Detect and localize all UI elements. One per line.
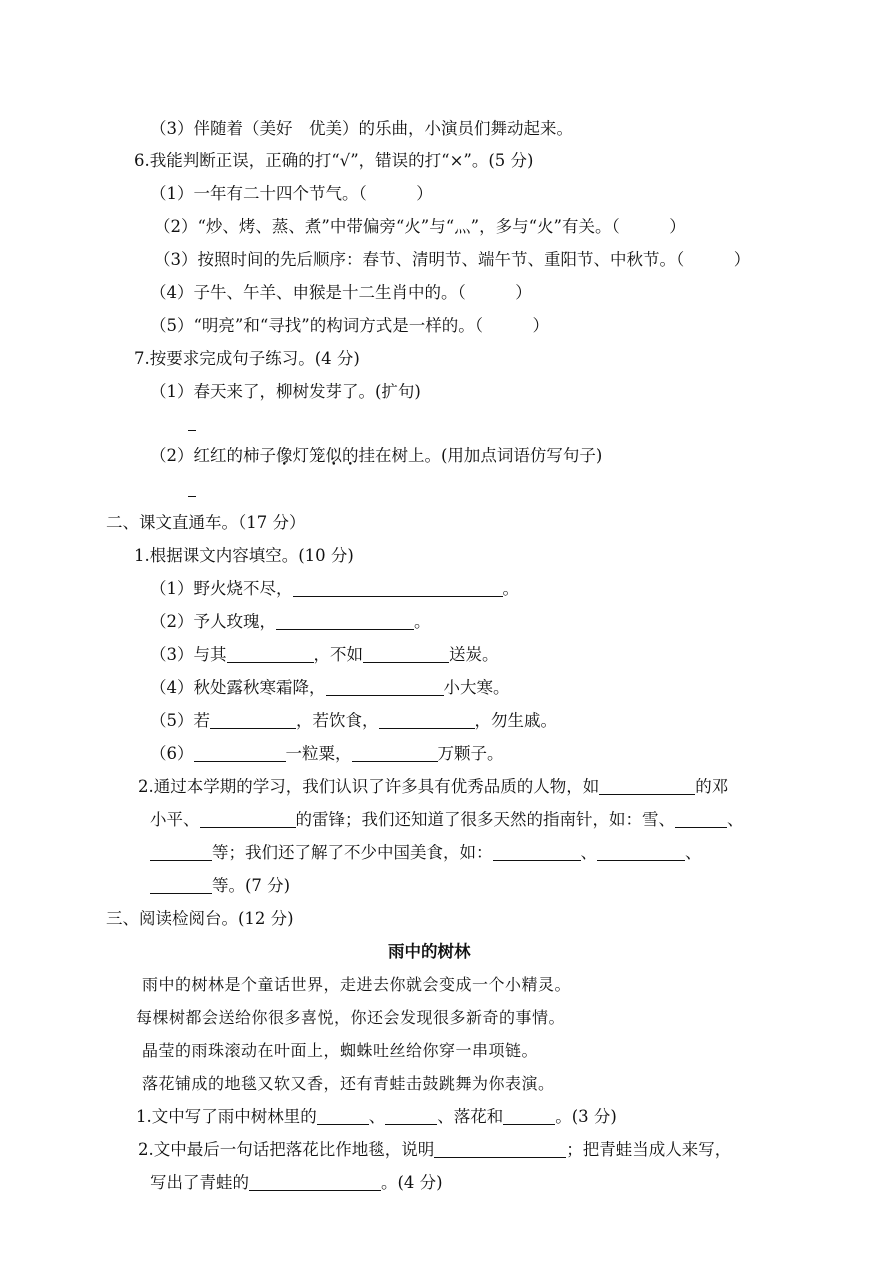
answer-blank[interactable] xyxy=(326,679,444,696)
poem-line-3: 晶莹的雨珠滚动在叶面上，蜘蛛吐丝给你穿一串项链。 xyxy=(142,1041,539,1060)
q-text: ；把青蛙当成人来写， xyxy=(566,1140,732,1159)
fill-item-text: （6） xyxy=(150,744,194,763)
answer-blank[interactable] xyxy=(293,580,503,597)
q2-text: 的雷锋；我们还知道了很多天然的指南针，如：雪、 xyxy=(295,810,675,829)
answer-blank[interactable] xyxy=(675,811,727,828)
q7-item-2-text-a: （2）红红的柿子 xyxy=(150,446,276,465)
answer-blank[interactable] xyxy=(276,613,414,630)
q-text: 、落花和 xyxy=(437,1107,504,1126)
answer-blank[interactable] xyxy=(150,877,212,894)
fill-item-3 xyxy=(150,644,499,666)
answer-blank[interactable] xyxy=(194,745,286,762)
answer-mark xyxy=(188,496,196,497)
s2-q2-line-1 xyxy=(138,776,728,798)
fill-item-text: ，若饮食， xyxy=(296,711,379,730)
fill-item-text: 万颗子。 xyxy=(437,744,504,763)
q2-text: 、 xyxy=(580,843,597,862)
fill-item-text: （5）若 xyxy=(150,711,210,730)
answer-blank[interactable] xyxy=(503,1108,555,1125)
q5-item-3: （3）伴随着（美好 优美）的乐曲，小演员们舞动起来。 xyxy=(150,119,573,138)
poem-line-1: 雨中的树林是个童话世界，走进去你就会变成一个小精灵。 xyxy=(142,975,572,994)
s2-q2-line-3 xyxy=(150,842,702,864)
fill-item-6 xyxy=(150,743,504,765)
fill-item-2 xyxy=(150,611,431,633)
q-text: 。(4 分) xyxy=(381,1173,443,1192)
s2-q1-heading: 1.根据课文内容填空。(10 分) xyxy=(134,546,354,565)
answer-blank[interactable] xyxy=(385,1108,437,1125)
emphasis-char: 的 xyxy=(342,446,359,465)
section-2-heading: 二、课文直通车。（17 分） xyxy=(106,513,306,532)
s3-q1 xyxy=(136,1106,617,1128)
q2-text: 、 xyxy=(685,843,702,862)
q6-item-1: （1）一年有二十四个节气。（ ） xyxy=(150,184,433,203)
fill-item-text: （4）秋处露秋寒霜降， xyxy=(150,678,326,697)
emphasis-char: 似 xyxy=(325,446,342,465)
poem-title: 雨中的树林 xyxy=(388,942,471,961)
q-text: 1.文中写了雨中树林里的 xyxy=(136,1107,317,1126)
section-3-heading: 三、阅读检阅台。(12 分) xyxy=(106,909,294,928)
answer-blank[interactable] xyxy=(317,1108,369,1125)
q2-text: 等。(7 分) xyxy=(212,876,291,895)
answer-blank[interactable] xyxy=(599,778,695,795)
answer-blank[interactable] xyxy=(249,1174,381,1191)
q6-item-2: （2）“炒、烤、蒸、煮”中带偏旁“火”与“灬”，多与“火”有关。（ ） xyxy=(154,217,686,236)
q-text: 、 xyxy=(368,1107,386,1126)
fill-item-text: 一粒粟， xyxy=(285,744,352,763)
answer-blank[interactable] xyxy=(379,712,475,729)
fill-item-text: 小大寒。 xyxy=(443,678,510,697)
answer-blank[interactable] xyxy=(150,844,212,861)
q2-text: 小平、 xyxy=(150,810,200,829)
q7-item-2-text-b: 灯笼 xyxy=(292,446,326,465)
q7-item-2 xyxy=(150,445,602,467)
fill-item-text: 。 xyxy=(502,579,519,598)
q6-item-4: （4）子牛、午羊、申猴是十二生肖中的。（ ） xyxy=(150,283,532,302)
fill-item-text: 。 xyxy=(414,612,431,631)
fill-item-text: ，不如 xyxy=(313,645,363,664)
q-text: 2.文中最后一句话把落花比作地毯，说明 xyxy=(138,1140,435,1159)
q7-item-2-text-c: 挂在树上。(用加点词语仿写句子) xyxy=(358,446,603,465)
answer-mark xyxy=(188,430,196,431)
q7-item-1: （1）春天来了，柳树发芽了。(扩句) xyxy=(150,382,421,401)
s2-q2-line-2 xyxy=(150,809,744,831)
poem-line-2: 每棵树都会送给你很多喜悦，你还会发现很多新奇的事情。 xyxy=(136,1008,566,1027)
q-text: 。(3 分) xyxy=(555,1107,617,1126)
q-text: 写出了青蛙的 xyxy=(150,1173,249,1192)
s3-q2-line-2 xyxy=(150,1172,443,1194)
q6-item-5: （5）“明亮”和“寻找”的构词方式是一样的。（ ） xyxy=(150,316,549,335)
fill-item-1 xyxy=(150,578,519,600)
answer-blank[interactable] xyxy=(434,1141,566,1158)
q2-text: 、 xyxy=(727,810,744,829)
q6-item-3: （3）按照时间的先后顺序：春节、清明节、端午节、重阳节、中秋节。（ ） xyxy=(154,250,751,269)
s3-q2-line-1 xyxy=(138,1139,731,1161)
fill-item-text: （2）予人玫瑰， xyxy=(150,612,276,631)
emphasis-char: 像 xyxy=(276,446,293,465)
answer-blank[interactable] xyxy=(363,646,449,663)
q2-text: 的邓 xyxy=(695,777,729,796)
q2-text: 2.通过本学期的学习，我们认识了许多具有优秀品质的人物，如 xyxy=(138,777,600,796)
poem-line-4: 落花铺成的地毯又软又香，还有青蛙击鼓跳舞为你表演。 xyxy=(142,1074,555,1093)
fill-item-text: 送炭。 xyxy=(449,645,499,664)
fill-item-text: （1）野火烧不尽， xyxy=(150,579,293,598)
q2-text: 等；我们还了解了不少中国美食，如： xyxy=(212,843,493,862)
fill-item-5 xyxy=(150,710,557,732)
answer-blank[interactable] xyxy=(227,646,314,663)
answer-blank[interactable] xyxy=(210,712,296,729)
answer-blank[interactable] xyxy=(493,844,581,861)
answer-blank[interactable] xyxy=(200,811,296,828)
answer-blank[interactable] xyxy=(352,745,438,762)
q6-heading: 6.我能判断正误，正确的打“√”，错误的打“×”。(5 分) xyxy=(134,151,534,170)
q7-heading: 7.按要求完成句子练习。(4 分) xyxy=(134,349,360,368)
fill-item-text: ，勿生戚。 xyxy=(474,711,557,730)
fill-item-4 xyxy=(150,677,510,699)
fill-item-text: （3）与其 xyxy=(150,645,227,664)
s2-q2-line-4 xyxy=(150,875,290,897)
answer-blank[interactable] xyxy=(597,844,685,861)
